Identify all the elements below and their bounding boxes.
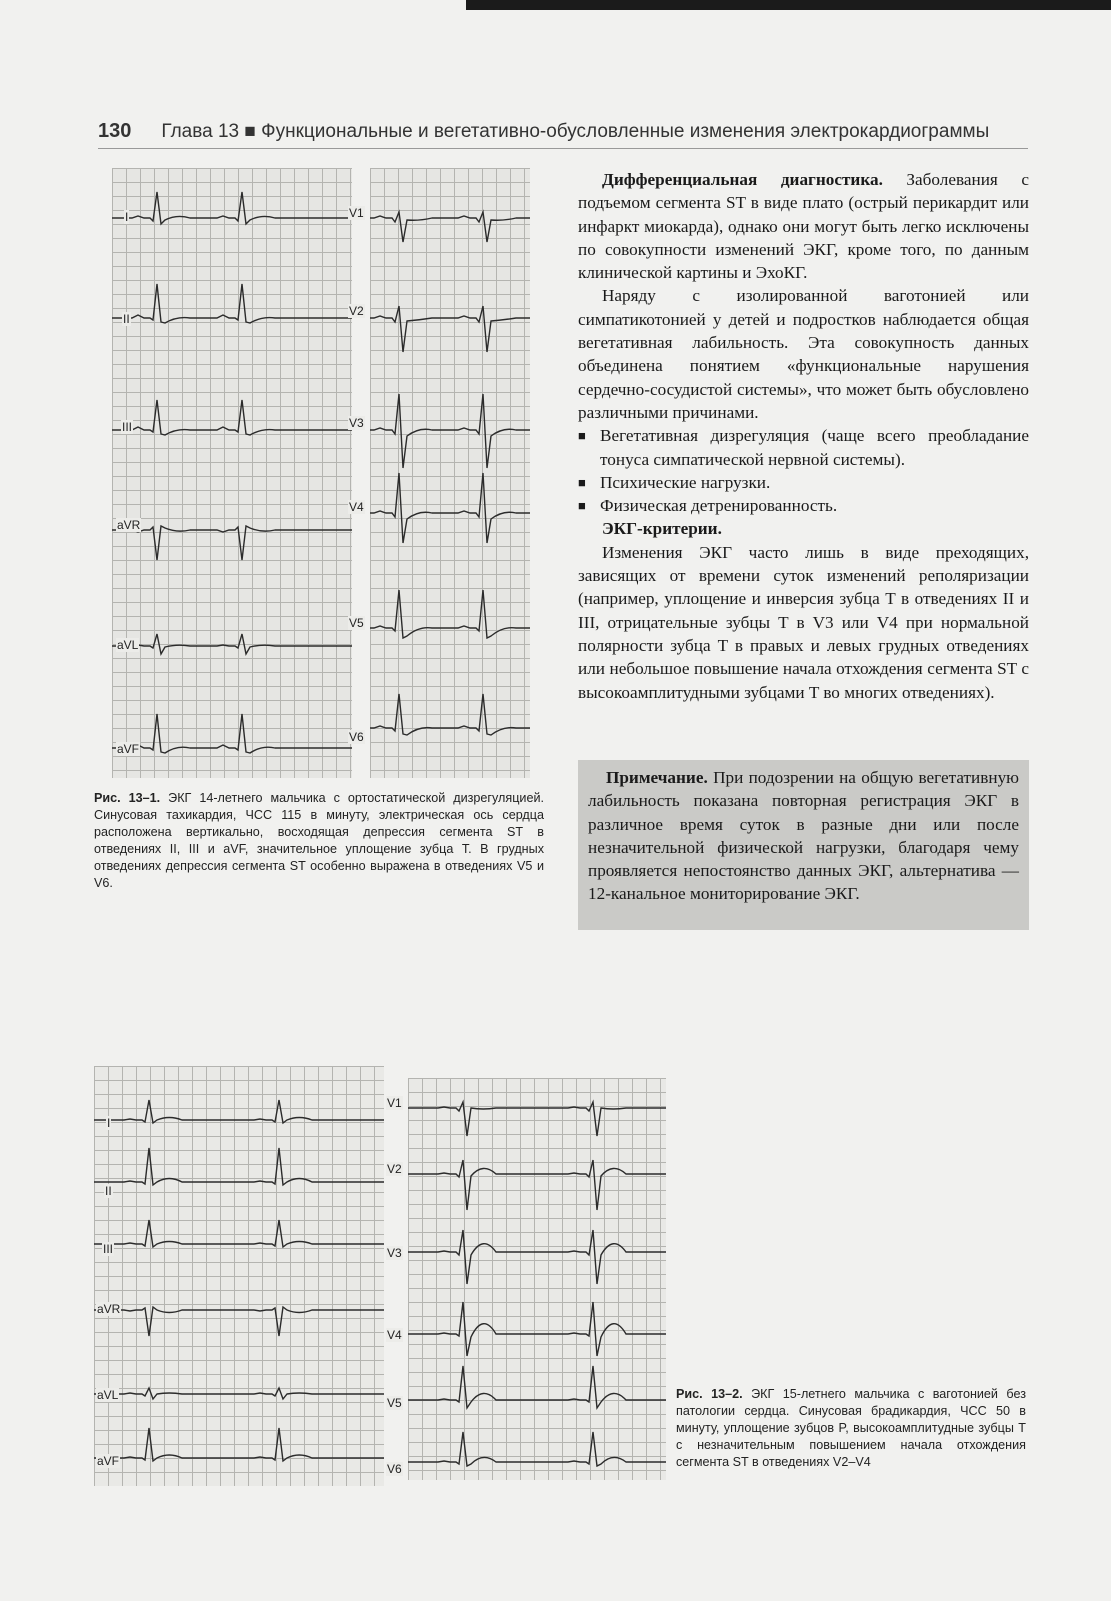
figure2-caption-label: Рис. 13–2. — [676, 1387, 743, 1401]
lead-label-avf: aVF — [117, 742, 140, 756]
note-text: При подозрении на общую вегетативную лабильность показана повторная регистрация ЭКГ в различное время суток в разные дни или после незначительной физической нагрузки, благодаря чему проявляется непостоянство данных ЭКГ, альтернатива — 12-канальное мониторирование ЭКГ. — [588, 768, 1019, 904]
ecg-trace — [370, 590, 530, 638]
note-paragraph — [588, 766, 1019, 906]
ecg-traces — [408, 1078, 666, 1480]
lead-label-v2: V2 — [349, 304, 364, 318]
figure1-chest-strip — [370, 168, 530, 778]
ecg-trace — [112, 192, 352, 224]
causes-list — [578, 424, 1029, 517]
figure1-caption-text: ЭКГ 14-летнего мальчика с ортостатической дизрегуляцией. Синусовая тахикардия, ЧСС 115 в минуту, электрическая ось сердца расположена вертикально, восходящая депрессия сегмента ST в отведениях II, III и aVF, значительное уплощение зубца T. В грудных отведениях депрессия сегмента ST особенно выражена в отведениях V5 и V6. — [94, 791, 544, 890]
lead-label-v6: V6 — [387, 1462, 402, 1476]
body-text-column — [578, 168, 1029, 704]
ecg-trace — [112, 714, 352, 753]
lead-label-v1: V1 — [349, 206, 364, 220]
ecg-trace — [112, 284, 352, 323]
lead-label-v1: V1 — [387, 1096, 402, 1110]
figure2-chest-strip — [408, 1078, 666, 1480]
figure1-caption — [94, 790, 544, 892]
ecg-trace — [370, 694, 530, 735]
lead-label-avr: aVR — [117, 518, 141, 532]
chapter-title: Глава 13 ■ Функциональные и вегетативно-обусловленные изменения электрокардиограммы — [161, 121, 990, 142]
ecg-trace — [408, 1102, 666, 1136]
page-header — [98, 120, 1028, 149]
lead-label-v4: V4 — [349, 500, 364, 514]
diff-title: Дифференциальная диагностика. — [602, 170, 883, 189]
page-number: 130 — [98, 120, 132, 142]
criteria-heading — [578, 517, 1029, 540]
lead-label-v2: V2 — [387, 1162, 402, 1176]
lead-label-v3: V3 — [387, 1246, 402, 1260]
lead-label-v4: V4 — [387, 1328, 402, 1342]
lead-label-ii: II — [123, 312, 130, 326]
lead-label-avr: aVR — [97, 1302, 121, 1316]
lead-label-avl: aVL — [97, 1388, 119, 1402]
ecg-trace — [112, 634, 352, 654]
ecg-trace — [370, 212, 530, 242]
ecg-trace — [94, 1148, 384, 1185]
note-box — [578, 760, 1029, 930]
ecg-trace — [408, 1432, 666, 1466]
diff-text: Заболевания с подъемом сегмента ST в виде плато (острый перикардит или инфаркт миокарда), однако они могут быть легко исключены по совокупности изменений ЭКГ, кроме того, по данным клинической картины и ЭхоКГ. — [578, 170, 1029, 283]
ecg-traces — [94, 1066, 384, 1486]
ecg-traces — [112, 168, 352, 778]
ecg-trace — [408, 1160, 666, 1210]
lead-label-avl: aVL — [117, 638, 139, 652]
lead-label-iii: III — [103, 1242, 114, 1256]
ecg-trace — [370, 473, 530, 543]
ecg-trace — [94, 1220, 384, 1247]
ecg-trace — [94, 1100, 384, 1123]
note-title: Примечание. — [606, 768, 708, 787]
lead-label-v6: V6 — [349, 730, 364, 744]
lead-label-i: I — [107, 1116, 111, 1130]
diff-paragraph — [578, 168, 1029, 284]
lead-label-v3: V3 — [349, 416, 364, 430]
criteria-paragraph: Изменения ЭКГ часто лишь в виде преходящих, зависящих от времени суток изменений реполяризации (например, уплощение и инверсия зубца T в отведениях II и III, отрицательные зубцы T в V3 или V4 при нормальной полярности зубца T в правых и левых грудных отведениях или небольшое повышение начала отхождения сегмента ST с высокоамплитудными зубцами T во многих отведениях). — [578, 542, 1029, 702]
ecg-trace — [94, 1428, 384, 1461]
ecg-trace — [408, 1302, 666, 1356]
lead-label-i: I — [125, 210, 129, 224]
lead-label-avf: aVF — [97, 1454, 120, 1468]
criteria-title: ЭКГ-критерии. — [602, 519, 722, 539]
ecg-trace — [112, 400, 352, 435]
ecg-trace — [370, 306, 530, 352]
ecg-trace — [370, 394, 530, 468]
figure2-limb-strip — [94, 1066, 384, 1486]
top-rule-bar — [466, 0, 1111, 10]
lead-label-v5: V5 — [349, 616, 364, 630]
figure1-caption-label: Рис. 13–1. — [94, 791, 161, 805]
ecg-trace — [94, 1388, 384, 1399]
figure2-caption — [676, 1386, 1026, 1471]
lead-label-iii: III — [122, 420, 133, 434]
figure1-limb-strip — [112, 168, 352, 778]
lead-label-v5: V5 — [387, 1396, 402, 1410]
ecg-trace — [94, 1307, 384, 1336]
list-item: ■ Физическая детренированность. — [578, 494, 1029, 517]
paragraph-lability: Наряду с изолированной ваготонией или симпатикотонией у детей и подростков наблюдается общая вегетативная лабильность. Эта совокупность данных объединена понятием «функциональные нарушения сердечно-сосудистой системы», что может быть обусловлено различными причинами. — [578, 286, 1029, 422]
lead-label-ii: II — [105, 1184, 112, 1198]
list-item: ■ Психические нагрузки. — [578, 471, 1029, 494]
figure2-caption-text: ЭКГ 15-летнего мальчика с ваготонией без патологии сердца. Синусовая брадикардия, ЧСС 50 в минуту, уплощение зубцов P, высокоамплитудные зубцы T с незначительным повышением начала отхождения сегмента ST в отведениях V2–V4 — [676, 1387, 1026, 1469]
ecg-trace — [408, 1366, 666, 1408]
list-item: ■ Вегетативная дизрегуляция (чаще всего преобладание тонуса симпатической нервной системы). — [578, 424, 1029, 471]
ecg-traces — [370, 168, 530, 778]
ecg-trace — [112, 526, 352, 560]
ecg-trace — [408, 1230, 666, 1284]
